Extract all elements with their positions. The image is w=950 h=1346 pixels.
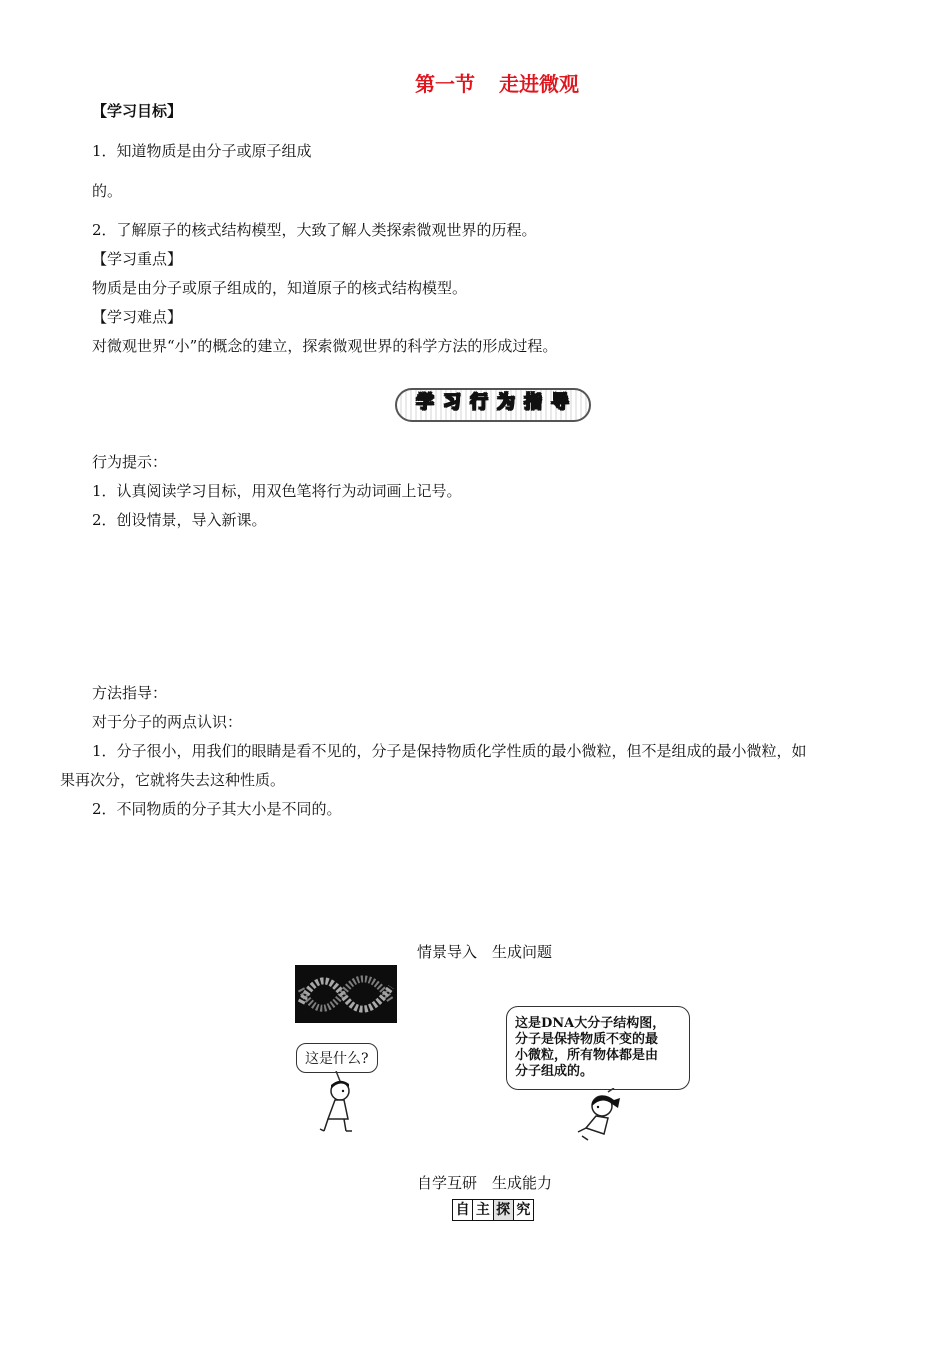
banner-char: 学: [416, 392, 434, 413]
speech-bubble-answer: [506, 1006, 690, 1090]
banner-char: 指: [524, 392, 542, 413]
difficulties-text: 对微观世界“小”的概念的建立，探索微观世界的科学方法的形成过程。: [92, 337, 558, 355]
page-title: [0, 68, 950, 97]
banner-char: 行: [470, 392, 488, 413]
objectives-heading: 【学习目标】: [92, 102, 183, 120]
girl-figure-icon: [574, 1088, 626, 1144]
behavior-item-2: 2．创设情景，导入新课。: [92, 511, 267, 529]
self-exploration-label: [452, 1199, 534, 1221]
keypoints-text: 物质是由分子或原子组成的，知道原子的核式结构模型。: [92, 279, 468, 297]
dna-helix-icon: [295, 965, 397, 1023]
label-char: 自: [453, 1200, 473, 1220]
scene-heading: 情景导入 生成问题: [417, 943, 553, 961]
speech-bubble-question: [296, 1043, 378, 1073]
method-item-1a: 1．分子很小，用我们的眼睛是看不见的，分子是保持物质化学性质的最小微粒，但不是组成的最小微粒，如: [92, 742, 807, 760]
method-heading: 方法指导：: [92, 684, 168, 702]
behavior-item-1: 1．认真阅读学习目标，用双色笔将行为动词画上记号。: [92, 482, 462, 500]
boy-figure-icon: [318, 1071, 358, 1135]
keypoints-heading: 【学习重点】: [92, 250, 183, 268]
objective-item-1b: 的。: [92, 182, 123, 200]
question-text: 这是什么?: [305, 1051, 369, 1067]
title-section-name: 走进微观: [499, 72, 579, 96]
method-item-1b: 果再次分，它就将失去这种性质。: [60, 771, 286, 789]
behavior-guide-banner: [395, 388, 591, 422]
title-section-number: 第一节: [415, 72, 475, 96]
method-subheading: 对于分子的两点认识：: [92, 713, 243, 731]
objective-item-1a: 1．知道物质是由分子或原子组成: [92, 142, 312, 160]
dna-structure-image: [295, 965, 397, 1023]
banner-char: 习: [443, 392, 461, 413]
banner-char: 为: [497, 392, 515, 413]
difficulties-heading: 【学习难点】: [92, 308, 183, 326]
objective-item-2: 2．了解原子的核式结构模型，大致了解人类探索微观世界的历程。: [92, 221, 537, 239]
method-item-2: 2．不同物质的分子其大小是不同的。: [92, 800, 342, 818]
banner-char: 导: [551, 392, 569, 413]
answer-text: 这是DNA大分子结构图， 分子是保持物质不变的最 小微粒，所有物体都是由 分子组成的。: [515, 1016, 666, 1079]
selfstudy-heading: 自学互研 生成能力: [417, 1174, 553, 1192]
label-char: 探: [494, 1200, 514, 1220]
label-char: 主: [473, 1200, 493, 1220]
label-char: 究: [514, 1200, 533, 1220]
behavior-heading: 行为提示：: [92, 453, 168, 471]
